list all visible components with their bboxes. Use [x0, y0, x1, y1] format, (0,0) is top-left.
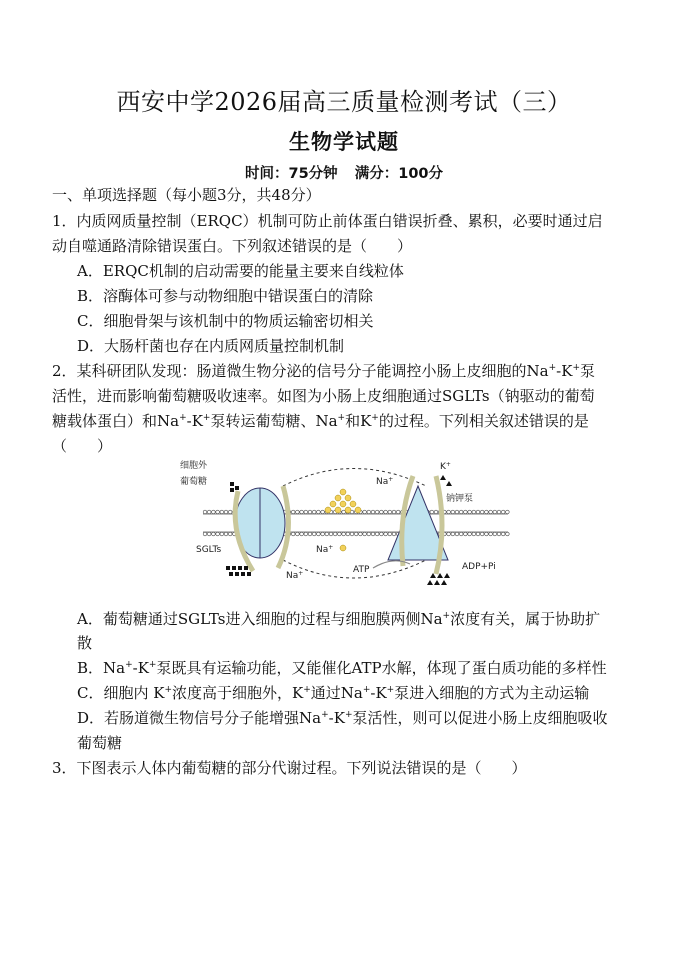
q3-stem-line1: 3．下图表示人体内葡萄糖的部分代谢过程。下列说法错误的是（ ） — [52, 759, 527, 777]
lipid-head — [228, 532, 232, 536]
lipid-head — [493, 510, 497, 514]
q1-stem-line1: 1．内质网质量控制（ERQC）机制可防止前体蛋白错误折叠、累积，必要时通过启 — [52, 212, 603, 230]
lipid-head — [308, 532, 312, 536]
q1-option-a: A．ERQC机制的启动需要的能量主要来自线粒体 — [77, 262, 404, 280]
lipid-head — [296, 532, 300, 536]
lipid-head — [317, 510, 321, 514]
label-glucose: 葡萄糖 — [180, 477, 208, 487]
lipid-head — [375, 510, 379, 514]
lipid-head — [396, 510, 400, 514]
lipid-head — [464, 532, 468, 536]
exam-subtitle: 生物学试题 — [289, 130, 399, 154]
lipid-head — [371, 532, 375, 536]
lipid-head — [447, 510, 451, 514]
lipid-head — [371, 510, 375, 514]
lipid-head — [329, 532, 333, 536]
lipid-head — [501, 510, 505, 514]
lipid-head — [216, 532, 220, 536]
lipid-head — [203, 532, 207, 536]
lipid-head — [375, 532, 379, 536]
label-atp: ATP — [353, 565, 370, 575]
label-k: K+ — [440, 461, 451, 472]
lipid-head — [430, 510, 434, 514]
lipid-head — [300, 510, 304, 514]
pump-k-in-arrow — [436, 476, 442, 574]
lipid-head — [459, 532, 463, 536]
lipid-head — [451, 510, 455, 514]
lipid-head — [359, 532, 363, 536]
q2-stem-line1: 2．某科研团队发现：肠道微生物分泌的信号分子能调控小肠上皮细胞的Na+-K+泵 — [52, 362, 596, 380]
q2-option-d-line1: D．若肠道微生物信号分子能增强Na+-K+泵活性，则可以促进小肠上皮细胞吸收 — [77, 709, 608, 727]
lipid-head — [392, 510, 396, 514]
lipid-head — [291, 532, 295, 536]
lipid-head — [384, 510, 388, 514]
lipid-head — [216, 510, 220, 514]
q2-stem-line2: 活性，进而影响葡萄糖吸收速率。如图为小肠上皮细胞通过SGLTs（钠驱动的葡萄 — [52, 387, 595, 405]
lipid-head — [485, 510, 489, 514]
lipid-head — [321, 510, 325, 514]
lipid-head — [338, 532, 342, 536]
lipid-head — [203, 510, 207, 514]
lipid-head — [380, 532, 384, 536]
lipid-head — [392, 532, 396, 536]
glucose-inside — [226, 566, 251, 576]
sodium-ions — [325, 489, 361, 551]
lipid-head — [501, 532, 505, 536]
lipid-head — [485, 532, 489, 536]
lipid-head — [333, 532, 337, 536]
lipid-head — [224, 510, 228, 514]
lipid-head — [228, 510, 232, 514]
exam-info — [0, 162, 688, 183]
lipid-head — [346, 532, 350, 536]
lipid-head — [493, 532, 497, 536]
lipid-head — [312, 510, 316, 514]
lipid-head — [342, 532, 346, 536]
lipid-head — [220, 510, 224, 514]
lipid-head — [380, 510, 384, 514]
lipid-head — [506, 532, 510, 536]
q2-option-c: C．细胞内 K+浓度高于细胞外，K+通过Na+-K+泵进入细胞的方式为主动运输 — [77, 684, 590, 702]
lipid-head — [350, 532, 354, 536]
lipid-head — [464, 510, 468, 514]
exam-time: 时间：75分钟 — [244, 166, 338, 182]
lipid-head — [212, 532, 216, 536]
lipid-head — [317, 532, 321, 536]
lipid-head — [354, 532, 358, 536]
lipid-head — [207, 510, 211, 514]
label-na-center: Na+ — [316, 544, 334, 555]
lipid-head — [363, 532, 367, 536]
label-na-outside: Na+ — [376, 476, 394, 487]
lipid-head — [388, 532, 392, 536]
lipid-head — [212, 510, 216, 514]
lipid-head — [472, 510, 476, 514]
label-sglts: SGLTs — [196, 545, 222, 555]
q2-stem-line3: 糖载体蛋白）和Na+-K+泵转运葡萄糖、Na+和K+的过程。下列相关叙述错误的是 — [52, 412, 589, 430]
lipid-head — [384, 532, 388, 536]
lipid-head — [296, 510, 300, 514]
lipid-head — [434, 510, 438, 514]
lipid-head — [489, 510, 493, 514]
lipid-head — [207, 532, 211, 536]
lipid-head — [447, 532, 451, 536]
lipid-head — [300, 532, 304, 536]
glucose-outside — [230, 482, 239, 492]
lipid-head — [224, 532, 228, 536]
lipid-head — [468, 532, 472, 536]
label-na-inside: Na+ — [286, 570, 304, 581]
lipid-head — [321, 532, 325, 536]
lipid-head — [455, 510, 459, 514]
lipid-head — [388, 510, 392, 514]
lipid-head — [304, 510, 308, 514]
lipid-head — [497, 510, 501, 514]
exam-score: 满分：100分 — [354, 166, 444, 182]
q2-stem-line4: （ ） — [52, 437, 113, 455]
q1-stem-line2: 动自噬通路清除错误蛋白。下列叙述错误的是（ ） — [52, 237, 413, 255]
section-heading: 一、单项选择题（每小题3分，共48分） — [52, 186, 321, 204]
lipid-head — [291, 510, 295, 514]
lipid-head — [476, 532, 480, 536]
lipid-head — [220, 532, 224, 536]
label-pump: 钠钾泵 — [446, 494, 474, 504]
lipid-head — [367, 532, 371, 536]
lipid-head — [367, 510, 371, 514]
q2-option-a-line2: 散 — [77, 634, 93, 652]
lipid-head — [497, 532, 501, 536]
q1-option-d: D．大肠杆菌也存在内质网质量控制机制 — [77, 337, 345, 355]
q1-option-c: C．细胞骨架与该机制中的物质运输密切相关 — [77, 312, 374, 330]
lipid-head — [325, 532, 329, 536]
label-outside: 细胞外 — [180, 461, 208, 471]
q2-option-d-line2: 葡萄糖 — [77, 734, 123, 752]
lipid-head — [312, 532, 316, 536]
lipid-head — [480, 510, 484, 514]
lipid-head — [451, 532, 455, 536]
lipid-head — [455, 532, 459, 536]
lipid-head — [468, 510, 472, 514]
q2-option-a-line1: A．葡萄糖通过SGLTs进入细胞的过程与细胞膜两侧Na+浓度有关，属于协助扩 — [77, 610, 601, 628]
q1-option-b: B．溶酶体可参与动物细胞中错误蛋白的清除 — [77, 287, 374, 305]
label-adp: ADP+Pi — [462, 562, 496, 572]
q2-option-b: B．Na+-K+泵既具有运输功能，又能催化ATP水解，体现了蛋白质功能的多样性 — [77, 659, 607, 677]
lipid-head — [308, 510, 312, 514]
lipid-head — [459, 510, 463, 514]
membrane-transport-diagram — [178, 456, 518, 591]
lipid-head — [480, 532, 484, 536]
exam-title: 西安中学2026届高三质量检测考试（三） — [116, 88, 572, 116]
lipid-head — [489, 532, 493, 536]
lipid-head — [363, 510, 367, 514]
lipid-head — [476, 510, 480, 514]
lipid-head — [506, 510, 510, 514]
lipid-head — [304, 532, 308, 536]
lipid-head — [472, 532, 476, 536]
